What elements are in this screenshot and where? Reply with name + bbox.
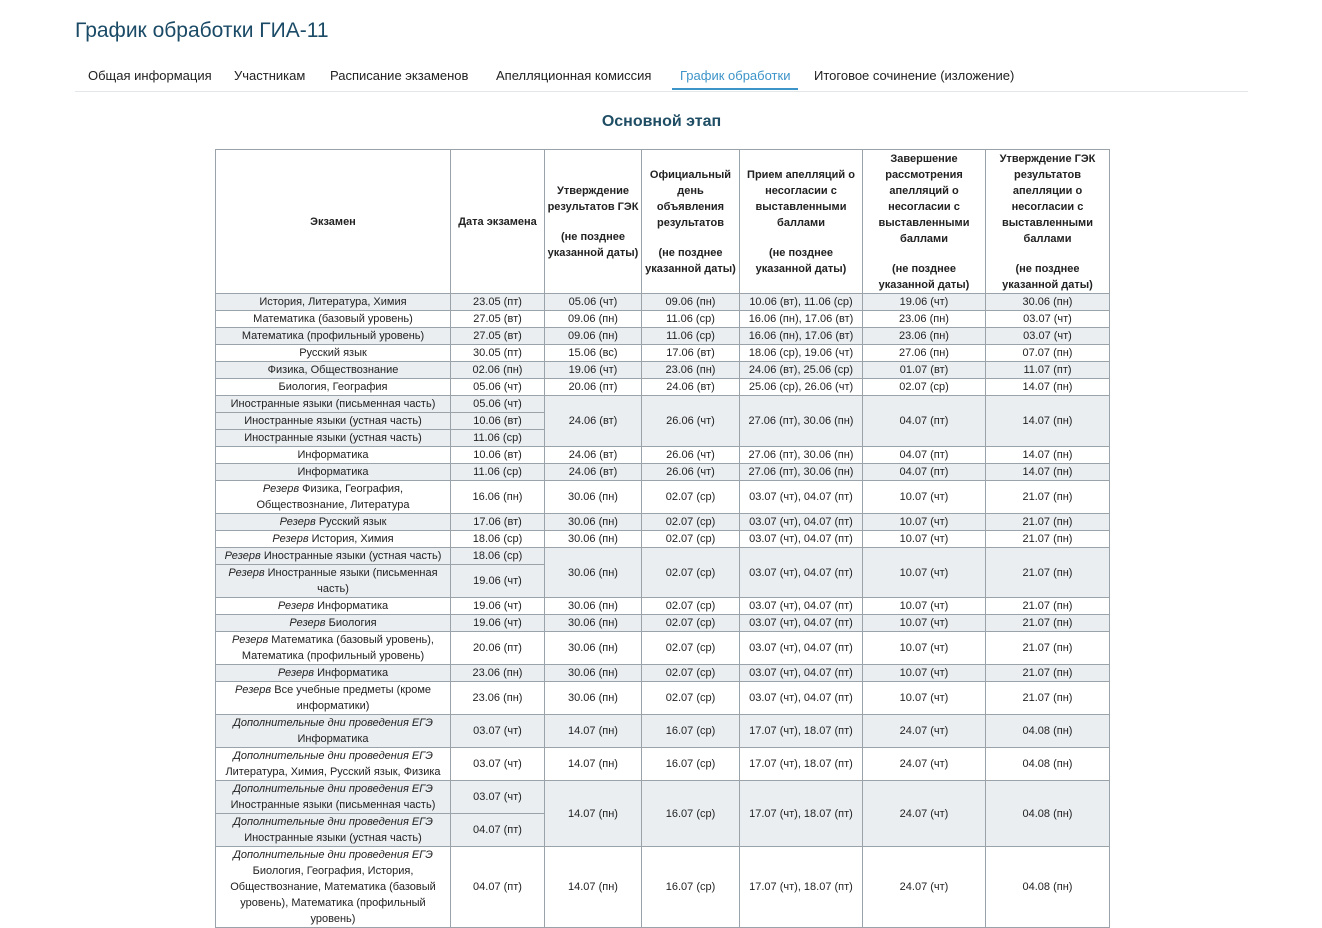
exam-cell (216, 294, 451, 311)
announcement-cell: 16.07 (ср) (642, 748, 740, 781)
exam-name: Русский язык (315, 516, 387, 528)
exam-cell (216, 328, 451, 345)
exam-name: История, Литература, Химия (259, 296, 407, 308)
review-end-cell: 02.07 (ср) (863, 379, 986, 396)
table-row (216, 311, 1110, 328)
appeal-intake-cell: 03.07 (чт), 04.07 (пт) (740, 682, 863, 715)
announcement-cell: 11.06 (ср) (642, 328, 740, 345)
table-row (216, 379, 1110, 396)
appeal-intake-cell: 03.07 (чт), 04.07 (пт) (740, 481, 863, 514)
exam-prefix: Резерв (272, 533, 309, 545)
exam-name: Иностранные языки (письменная часть) (264, 567, 438, 595)
gek-approval-cell: 30.06 (пн) (545, 615, 642, 632)
exam-name: Информатика (297, 733, 369, 745)
appeal-approval-cell: 21.07 (пн) (986, 598, 1110, 615)
exam-prefix: Резерв (234, 684, 272, 696)
table-row (216, 715, 1110, 748)
appeal-approval-cell: 21.07 (пн) (986, 615, 1110, 632)
gek-approval-cell: 24.06 (вт) (545, 447, 642, 464)
exam-date-cell: 27.05 (вт) (451, 328, 545, 345)
appeal-approval-cell: 14.07 (пн) (986, 396, 1110, 447)
review-end-cell: 10.07 (чт) (863, 548, 986, 598)
appeal-approval-cell: 03.07 (чт) (986, 311, 1110, 328)
exam-name: Все учебные предметы (кроме информатики) (271, 684, 431, 712)
table-row (216, 328, 1110, 345)
gek-approval-cell: 30.06 (пн) (545, 481, 642, 514)
exam-name: Математика (базовый уровень) (253, 313, 413, 325)
table-row (216, 345, 1110, 362)
exam-date-cell: 18.06 (ср) (451, 531, 545, 548)
gek-approval-cell: 14.07 (пн) (545, 715, 642, 748)
review-end-cell: 04.07 (пт) (863, 464, 986, 481)
table-header-row (216, 150, 1110, 294)
exam-date-cell: 23.06 (пн) (451, 665, 545, 682)
table-row (216, 748, 1110, 781)
table-row (216, 514, 1110, 531)
review-end-cell: 10.07 (чт) (863, 531, 986, 548)
exam-cell (216, 715, 451, 748)
review-end-cell: 10.07 (чт) (863, 598, 986, 615)
review-end-cell: 01.07 (вт) (863, 362, 986, 379)
appeal-approval-cell: 14.07 (пн) (986, 447, 1110, 464)
exam-prefix: Дополнительные дни проведения ЕГЭ (233, 849, 433, 861)
review-end-cell: 23.06 (пн) (863, 311, 986, 328)
appeal-approval-cell: 14.07 (пн) (986, 379, 1110, 396)
exam-cell (216, 514, 451, 531)
table-row (216, 362, 1110, 379)
exam-cell (216, 531, 451, 548)
exam-date-cell: 10.06 (вт) (451, 447, 545, 464)
review-end-cell: 23.06 (пн) (863, 328, 986, 345)
appeal-approval-cell: 21.07 (пн) (986, 514, 1110, 531)
exam-date-cell: 05.06 (чт) (451, 379, 545, 396)
exam-name: Иностранные языки (устная часть) (260, 550, 442, 562)
appeal-intake-cell: 17.07 (чт), 18.07 (пт) (740, 715, 863, 748)
table-row (216, 464, 1110, 481)
gek-approval-cell: 30.06 (пн) (545, 598, 642, 615)
announcement-cell: 09.06 (пн) (642, 294, 740, 311)
exam-date-cell: 02.06 (пн) (451, 362, 545, 379)
header-appeal-intake: Прием апелляций о несогласии с выставленными баллами (не позднее указанной даты) (740, 150, 863, 294)
announcement-cell: 02.07 (ср) (642, 632, 740, 665)
exam-cell (216, 447, 451, 464)
announcement-cell: 16.07 (ср) (642, 715, 740, 748)
exam-name: Физика, Обществознание (267, 364, 399, 376)
header-exam-date: Дата экзамена (451, 150, 545, 294)
exam-date-cell: 19.06 (чт) (451, 615, 545, 632)
announcement-cell: 02.07 (ср) (642, 598, 740, 615)
exam-date-cell: 23.06 (пн) (451, 682, 545, 715)
appeal-intake-cell: 17.07 (чт), 18.07 (пт) (740, 781, 863, 847)
exam-cell (216, 311, 451, 328)
tab-appeal-commission[interactable]: Апелляционная комиссия (496, 68, 652, 83)
exam-name: Литература, Химия, Русский язык, Физика (225, 766, 441, 778)
exam-prefix: Резерв (262, 483, 300, 495)
gek-approval-cell: 09.06 (пн) (545, 311, 642, 328)
review-end-cell: 27.06 (пн) (863, 345, 986, 362)
appeal-approval-cell: 04.08 (пн) (986, 748, 1110, 781)
table-row (216, 481, 1110, 514)
exam-prefix: Резерв (228, 567, 265, 579)
section-title: Основной этап (601, 113, 722, 130)
exam-date-cell: 16.06 (пн) (451, 481, 545, 514)
header-announcement-day: Официальный день объявления результатов (не позднее указанной даты) (642, 150, 740, 294)
exam-name: Иностранные языки (письменная часть) (230, 398, 436, 410)
exam-name: Информатика (297, 466, 369, 478)
exam-prefix: Дополнительные дни проведения ЕГЭ (233, 783, 433, 795)
exam-name: Математика (профильный уровень) (241, 330, 425, 342)
tab-exam-schedule[interactable]: Расписание экзаменов (330, 68, 469, 83)
exam-name: История, Химия (308, 533, 394, 545)
tab-bar (75, 62, 1248, 92)
table-row (216, 682, 1110, 715)
table-row (216, 447, 1110, 464)
exam-cell (216, 814, 451, 847)
page-title: График обработки ГИА-11 (75, 19, 329, 42)
exam-name: Иностранные языки (устная часть) (244, 432, 422, 444)
appeal-intake-cell: 03.07 (чт), 04.07 (пт) (740, 615, 863, 632)
table-row (216, 781, 1110, 814)
gek-approval-cell: 24.06 (вт) (545, 464, 642, 481)
announcement-cell: 02.07 (ср) (642, 615, 740, 632)
gek-approval-cell: 05.06 (чт) (545, 294, 642, 311)
appeal-approval-cell: 21.07 (пн) (986, 665, 1110, 682)
exam-prefix: Резерв (277, 600, 315, 612)
exam-cell (216, 345, 451, 362)
appeal-approval-cell: 14.07 (пн) (986, 464, 1110, 481)
exam-date-cell: 19.06 (чт) (451, 565, 545, 598)
announcement-cell: 11.06 (ср) (642, 311, 740, 328)
tab-processing-schedule[interactable]: График обработки (672, 62, 798, 90)
appeal-intake-cell: 03.07 (чт), 04.07 (пт) (740, 531, 863, 548)
appeal-approval-cell: 21.07 (пн) (986, 481, 1110, 514)
review-end-cell: 10.07 (чт) (863, 632, 986, 665)
exam-cell (216, 481, 451, 514)
exam-prefix: Резерв (224, 550, 261, 562)
exam-date-cell: 10.06 (вт) (451, 413, 545, 430)
tab-final-essay[interactable]: Итоговое сочинение (изложение) (814, 68, 1015, 83)
exam-name: Иностранные языки (устная часть) (244, 415, 422, 427)
table-body (216, 294, 1110, 928)
header-gek-approval: Утверждение результатов ГЭК (не позднее указанной даты) (545, 150, 642, 294)
gek-approval-cell: 15.06 (вс) (545, 345, 642, 362)
appeal-intake-cell: 10.06 (вт), 11.06 (ср) (740, 294, 863, 311)
table-row (216, 294, 1110, 311)
exam-cell (216, 781, 451, 814)
exam-prefix: Резерв (277, 667, 315, 679)
exam-date-cell: 03.07 (чт) (451, 748, 545, 781)
exam-name: Русский язык (299, 347, 367, 359)
review-end-cell: 04.07 (пт) (863, 396, 986, 447)
review-end-cell: 24.07 (чт) (863, 781, 986, 847)
exam-date-cell: 27.05 (вт) (451, 311, 545, 328)
processing-schedule-table (215, 149, 1110, 928)
appeal-approval-cell: 30.06 (пн) (986, 294, 1110, 311)
gek-approval-cell: 14.07 (пн) (545, 847, 642, 928)
gek-approval-cell: 30.06 (пн) (545, 514, 642, 531)
review-end-cell: 04.07 (пт) (863, 447, 986, 464)
appeal-intake-cell: 16.06 (пн), 17.06 (вт) (740, 328, 863, 345)
exam-name: Информатика (314, 600, 389, 612)
table-row (216, 598, 1110, 615)
exam-date-cell: 11.06 (ср) (451, 464, 545, 481)
appeal-approval-cell: 04.08 (пн) (986, 715, 1110, 748)
exam-name: Биология (325, 617, 377, 629)
review-end-cell: 24.07 (чт) (863, 715, 986, 748)
table-row (216, 396, 1110, 413)
exam-cell (216, 413, 451, 430)
exam-cell (216, 379, 451, 396)
gek-approval-cell: 30.06 (пн) (545, 665, 642, 682)
exam-cell (216, 464, 451, 481)
appeal-approval-cell: 21.07 (пн) (986, 531, 1110, 548)
announcement-cell: 02.07 (ср) (642, 481, 740, 514)
table-row (216, 615, 1110, 632)
table-row (216, 847, 1110, 928)
header-exam: Экзамен (216, 150, 451, 294)
appeal-approval-cell: 21.07 (пн) (986, 682, 1110, 715)
header-appeal-approval: Утверждение ГЭК результатов апелляции о несогласии с выставленными баллами (не позднее указанной даты) (986, 150, 1110, 294)
table-row (216, 665, 1110, 682)
header-appeal-review-end: Завершение рассмотрения апелляций о несогласии с выставленными баллами (не позднее указанной даты) (863, 150, 986, 294)
appeal-approval-cell: 04.08 (пн) (986, 781, 1110, 847)
appeal-approval-cell: 03.07 (чт) (986, 328, 1110, 345)
gek-approval-cell: 30.06 (пн) (545, 531, 642, 548)
appeal-intake-cell: 03.07 (чт), 04.07 (пт) (740, 598, 863, 615)
exam-prefix: Резерв (289, 617, 326, 629)
appeal-intake-cell: 27.06 (пт), 30.06 (пн) (740, 464, 863, 481)
announcement-cell: 02.07 (ср) (642, 531, 740, 548)
exam-date-cell: 30.05 (пт) (451, 345, 545, 362)
announcement-cell: 24.06 (вт) (642, 379, 740, 396)
gek-approval-cell: 09.06 (пн) (545, 328, 642, 345)
exam-cell (216, 598, 451, 615)
announcement-cell: 17.06 (вт) (642, 345, 740, 362)
exam-name: Математика (базовый уровень), Математика (профильный уровень) (241, 634, 434, 662)
announcement-cell: 26.06 (чт) (642, 447, 740, 464)
gek-approval-cell: 30.06 (пн) (545, 548, 642, 598)
appeal-approval-cell: 04.08 (пн) (986, 847, 1110, 928)
exam-date-cell: 03.07 (чт) (451, 715, 545, 748)
appeal-intake-cell: 27.06 (пт), 30.06 (пн) (740, 396, 863, 447)
table-row (216, 531, 1110, 548)
exam-cell (216, 748, 451, 781)
exam-date-cell: 11.06 (ср) (451, 430, 545, 447)
appeal-intake-cell: 03.07 (чт), 04.07 (пт) (740, 548, 863, 598)
gek-approval-cell: 30.06 (пн) (545, 632, 642, 665)
exam-date-cell: 20.06 (пт) (451, 632, 545, 665)
exam-prefix: Дополнительные дни проведения ЕГЭ (233, 750, 433, 762)
exam-name: Информатика (314, 667, 389, 679)
exam-prefix: Дополнительные дни проведения ЕГЭ (233, 717, 433, 729)
exam-cell (216, 682, 451, 715)
exam-name: Информатика (297, 449, 369, 461)
exam-date-cell: 04.07 (пт) (451, 814, 545, 847)
gek-approval-cell: 14.07 (пн) (545, 781, 642, 847)
appeal-approval-cell: 21.07 (пн) (986, 632, 1110, 665)
exam-date-cell: 05.06 (чт) (451, 396, 545, 413)
tab-participants[interactable]: Участникам (234, 68, 306, 83)
review-end-cell: 24.07 (чт) (863, 847, 986, 928)
exam-cell (216, 548, 451, 565)
exam-name: Биология, География (278, 381, 388, 393)
announcement-cell: 02.07 (ср) (642, 514, 740, 531)
table-row (216, 548, 1110, 565)
announcement-cell: 02.07 (ср) (642, 682, 740, 715)
review-end-cell: 19.06 (чт) (863, 294, 986, 311)
appeal-intake-cell: 18.06 (ср), 19.06 (чт) (740, 345, 863, 362)
announcement-cell: 16.07 (ср) (642, 781, 740, 847)
review-end-cell: 10.07 (чт) (863, 682, 986, 715)
appeal-intake-cell: 24.06 (вт), 25.06 (ср) (740, 362, 863, 379)
appeal-intake-cell: 17.07 (чт), 18.07 (пт) (740, 748, 863, 781)
gek-approval-cell: 20.06 (пт) (545, 379, 642, 396)
appeal-intake-cell: 25.06 (ср), 26.06 (чт) (740, 379, 863, 396)
announcement-cell: 26.06 (чт) (642, 396, 740, 447)
exam-prefix: Резерв (279, 516, 316, 528)
exam-prefix: Резерв (232, 634, 269, 646)
exam-cell (216, 615, 451, 632)
exam-name: Иностранные языки (устная часть) (244, 832, 422, 844)
review-end-cell: 10.07 (чт) (863, 615, 986, 632)
appeal-approval-cell: 21.07 (пн) (986, 548, 1110, 598)
review-end-cell: 10.07 (чт) (863, 665, 986, 682)
exam-date-cell: 18.06 (ср) (451, 548, 545, 565)
exam-name: Иностранные языки (письменная часть) (230, 799, 436, 811)
appeal-intake-cell: 16.06 (пн), 17.06 (вт) (740, 311, 863, 328)
gek-approval-cell: 24.06 (вт) (545, 396, 642, 447)
announcement-cell: 26.06 (чт) (642, 464, 740, 481)
review-end-cell: 10.07 (чт) (863, 481, 986, 514)
appeal-intake-cell: 03.07 (чт), 04.07 (пт) (740, 514, 863, 531)
exam-date-cell: 03.07 (чт) (451, 781, 545, 814)
gek-approval-cell: 19.06 (чт) (545, 362, 642, 379)
appeal-intake-cell: 03.07 (чт), 04.07 (пт) (740, 632, 863, 665)
exam-name: Биология, География, История, Обществознание, Математика (базовый уровень), Математика (профильный уровень) (230, 865, 436, 925)
appeal-intake-cell: 03.07 (чт), 04.07 (пт) (740, 665, 863, 682)
announcement-cell: 16.07 (ср) (642, 847, 740, 928)
review-end-cell: 24.07 (чт) (863, 748, 986, 781)
appeal-approval-cell: 11.07 (пт) (986, 362, 1110, 379)
exam-cell (216, 565, 451, 598)
exam-cell (216, 632, 451, 665)
exam-date-cell: 19.06 (чт) (451, 598, 545, 615)
exam-cell (216, 396, 451, 413)
appeal-intake-cell: 27.06 (пт), 30.06 (пн) (740, 447, 863, 464)
announcement-cell: 02.07 (ср) (642, 665, 740, 682)
exam-date-cell: 17.06 (вт) (451, 514, 545, 531)
review-end-cell: 10.07 (чт) (863, 514, 986, 531)
exam-cell (216, 362, 451, 379)
appeal-approval-cell: 07.07 (пн) (986, 345, 1110, 362)
announcement-cell: 23.06 (пн) (642, 362, 740, 379)
appeal-intake-cell: 17.07 (чт), 18.07 (пт) (740, 847, 863, 928)
tab-general-info[interactable]: Общая информация (88, 68, 212, 83)
exam-cell (216, 665, 451, 682)
gek-approval-cell: 14.07 (пн) (545, 748, 642, 781)
exam-prefix: Дополнительные дни проведения ЕГЭ (233, 816, 433, 828)
exam-name: Физика, География, Обществознание, Литература (256, 483, 410, 511)
exam-cell (216, 430, 451, 447)
exam-date-cell: 04.07 (пт) (451, 847, 545, 928)
exam-date-cell: 23.05 (пт) (451, 294, 545, 311)
table-row (216, 632, 1110, 665)
announcement-cell: 02.07 (ср) (642, 548, 740, 598)
gek-approval-cell: 30.06 (пн) (545, 682, 642, 715)
exam-cell (216, 847, 451, 928)
